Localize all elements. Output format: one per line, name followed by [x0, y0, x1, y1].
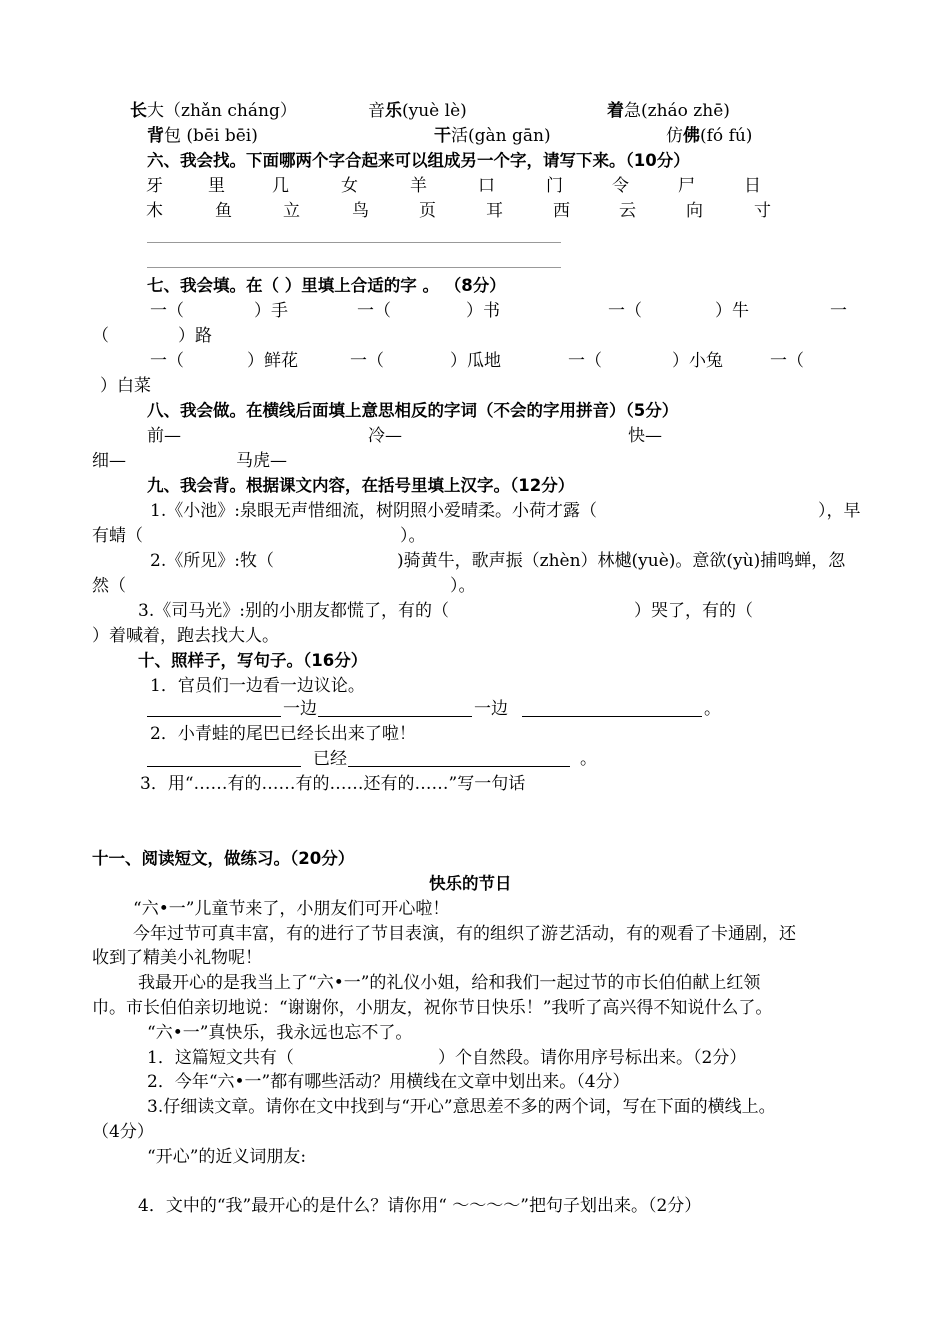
- fill-blank-open: 一（: [150, 351, 184, 371]
- char-cell: 寸: [754, 201, 771, 221]
- question-text: ）哭了，有的（: [634, 601, 753, 621]
- question-text: 2．今年“六•一”都有哪些活动？用横线在文章中划出来。（4分）: [147, 1072, 630, 1092]
- answer-line[interactable]: [522, 716, 702, 717]
- question-text: 3.仔细读文章。请你在文中找到与“开心”意思差不多的两个词，写在下面的横线上。: [147, 1097, 776, 1117]
- pinyin-item: 音乐(yuè lè): [368, 101, 467, 121]
- question-text: 2.《所见》:牧（: [150, 551, 274, 571]
- char-cell: 向: [686, 201, 703, 221]
- fill-blank-open: 一（: [568, 351, 602, 371]
- section-11-title: 十一、阅读短文，做练习。（20分）: [92, 849, 355, 868]
- answer-line[interactable]: [147, 766, 301, 767]
- char-cell: 女: [341, 176, 358, 196]
- connector-word: 已经: [313, 749, 347, 769]
- sentence-end: 。: [704, 699, 721, 719]
- antonym-item: 细—: [92, 451, 126, 471]
- question-text: 3.《司马光》:别的小朋友都慌了，有的（: [138, 601, 449, 621]
- fill-blank-close: ）书: [466, 301, 500, 321]
- answer-line[interactable]: [147, 716, 281, 717]
- paragraph: 收到了精美小礼物呢！: [92, 948, 262, 968]
- question-text: ）着喊着，跑去找大人。: [92, 626, 279, 646]
- question-text: “开心”的近义词朋友:: [147, 1147, 307, 1167]
- pinyin-item: 着急(zháo zhē): [607, 101, 730, 121]
- char-cell: 木: [146, 201, 163, 221]
- fill-blank-close: ）路: [178, 326, 212, 346]
- question-text: （4分）: [92, 1122, 154, 1142]
- question-text: 1.《小池》:泉眼无声惜细流，树阴照小爱晴柔。小荷才露（: [150, 501, 597, 521]
- pinyin-item: 仿佛(fó fú): [666, 126, 753, 146]
- paragraph: 我最开心的是我当上了“六•一”的礼仪小姐，给和我们一起过节的市长伯伯献上红领: [138, 973, 761, 993]
- char-cell: 门: [546, 176, 563, 196]
- antonym-item: 快—: [628, 426, 662, 446]
- story-title: 快乐的节日: [429, 874, 512, 893]
- fill-blank-close: ）白菜: [100, 376, 151, 396]
- question-text: 有蜻（: [92, 526, 143, 546]
- example-sentence: 1．官员们一边看一边议论。: [150, 676, 365, 696]
- question-text: 1．这篇短文共有（: [147, 1048, 294, 1068]
- char-cell: 鱼: [215, 201, 232, 221]
- connector-word: 一边: [474, 699, 508, 719]
- fill-blank-close: ）小兔: [672, 351, 723, 371]
- section-6-title: 六、我会找。下面哪两个字合起来可以组成另一个字，请写下来。（10分）: [147, 151, 690, 170]
- question-text: 然（: [92, 576, 126, 596]
- pinyin-item: 长大（zhǎn cháng）: [130, 101, 297, 121]
- answer-line[interactable]: [147, 242, 561, 243]
- char-cell: 耳: [486, 201, 503, 221]
- question-text: 3．用“……有的……有的……还有的……”写一句话: [140, 774, 526, 794]
- char-cell: 令: [612, 176, 629, 196]
- question-text: ），早: [818, 501, 861, 521]
- char-cell: 羊: [410, 176, 427, 196]
- fill-blank-open: 一: [830, 301, 847, 321]
- char-cell: 云: [619, 201, 636, 221]
- question-text: 4．文中的“我”最开心的是什么？请你用“ ～～～～”把句子划出来。（2分）: [138, 1196, 702, 1216]
- question-text: )骑黄牛，歌声振（zhèn）林樾(yuè)。意欲(yù)捕鸣蝉，忽: [397, 551, 846, 571]
- answer-line[interactable]: [318, 716, 472, 717]
- answer-line[interactable]: [348, 766, 570, 767]
- fill-blank-open: 一（: [770, 351, 804, 371]
- char-cell: 口: [478, 176, 495, 196]
- fill-blank-open: 一（: [357, 301, 391, 321]
- char-cell: 鸟: [352, 201, 369, 221]
- question-text: ）。: [400, 526, 426, 546]
- fill-blank-close: ）牛: [715, 301, 749, 321]
- connector-word: 一边: [283, 699, 317, 719]
- fill-blank-open: 一（: [608, 301, 642, 321]
- section-9-title: 九、我会背。根据课文内容，在括号里填上汉字。（12分）: [147, 476, 575, 495]
- antonym-item: 马虎—: [236, 451, 287, 471]
- section-10-title: 十、照样子，写句子。（16分）: [138, 651, 368, 670]
- section-7-title: 七、我会填。在（ ）里填上合适的字 。 （8分）: [147, 276, 506, 295]
- char-cell: 尸: [678, 176, 695, 196]
- pinyin-item: 背包 (bēi bēi): [147, 126, 258, 146]
- char-cell: 牙: [146, 176, 163, 196]
- fill-blank-open: 一（: [150, 301, 184, 321]
- answer-line[interactable]: [147, 267, 561, 268]
- example-sentence: 2．小青蛙的尾巴已经长出来了啦！: [150, 724, 416, 744]
- fill-blank-open: （: [92, 326, 109, 346]
- antonym-item: 前—: [147, 426, 181, 446]
- question-text: ）个自然段。请你用序号标出来。（2分）: [438, 1048, 747, 1068]
- paragraph: 巾。市长伯伯亲切地说：“谢谢你，小朋友，祝你节日快乐！”我听了高兴得不知说什么了。: [92, 998, 773, 1018]
- sentence-end: 。: [580, 749, 597, 769]
- fill-blank-close: ）瓜地: [450, 351, 501, 371]
- section-8-title: 八、我会做。在横线后面填上意思相反的字词（不会的字用拼音）（5分）: [147, 401, 679, 420]
- pinyin-item: 干活(gàn gān): [434, 126, 551, 146]
- fill-blank-close: ）手: [254, 301, 288, 321]
- char-cell: 里: [208, 176, 225, 196]
- question-text: ）。: [450, 576, 476, 596]
- fill-blank-open: 一（: [350, 351, 384, 371]
- char-cell: 页: [419, 201, 436, 221]
- char-cell: 日: [744, 176, 761, 196]
- char-cell: 几: [272, 176, 289, 196]
- char-cell: 立: [283, 201, 300, 221]
- paragraph: “六•一”儿童节来了，小朋友们可开心啦！: [133, 899, 450, 919]
- paragraph: 今年过节可真丰富，有的进行了节目表演，有的组织了游艺活动，有的观看了卡通剧，还: [133, 924, 796, 944]
- antonym-item: 冷—: [368, 426, 402, 446]
- paragraph: “六•一”真快乐，我永远也忘不了。: [147, 1023, 413, 1043]
- fill-blank-close: ）鲜花: [247, 351, 298, 371]
- char-cell: 西: [553, 201, 570, 221]
